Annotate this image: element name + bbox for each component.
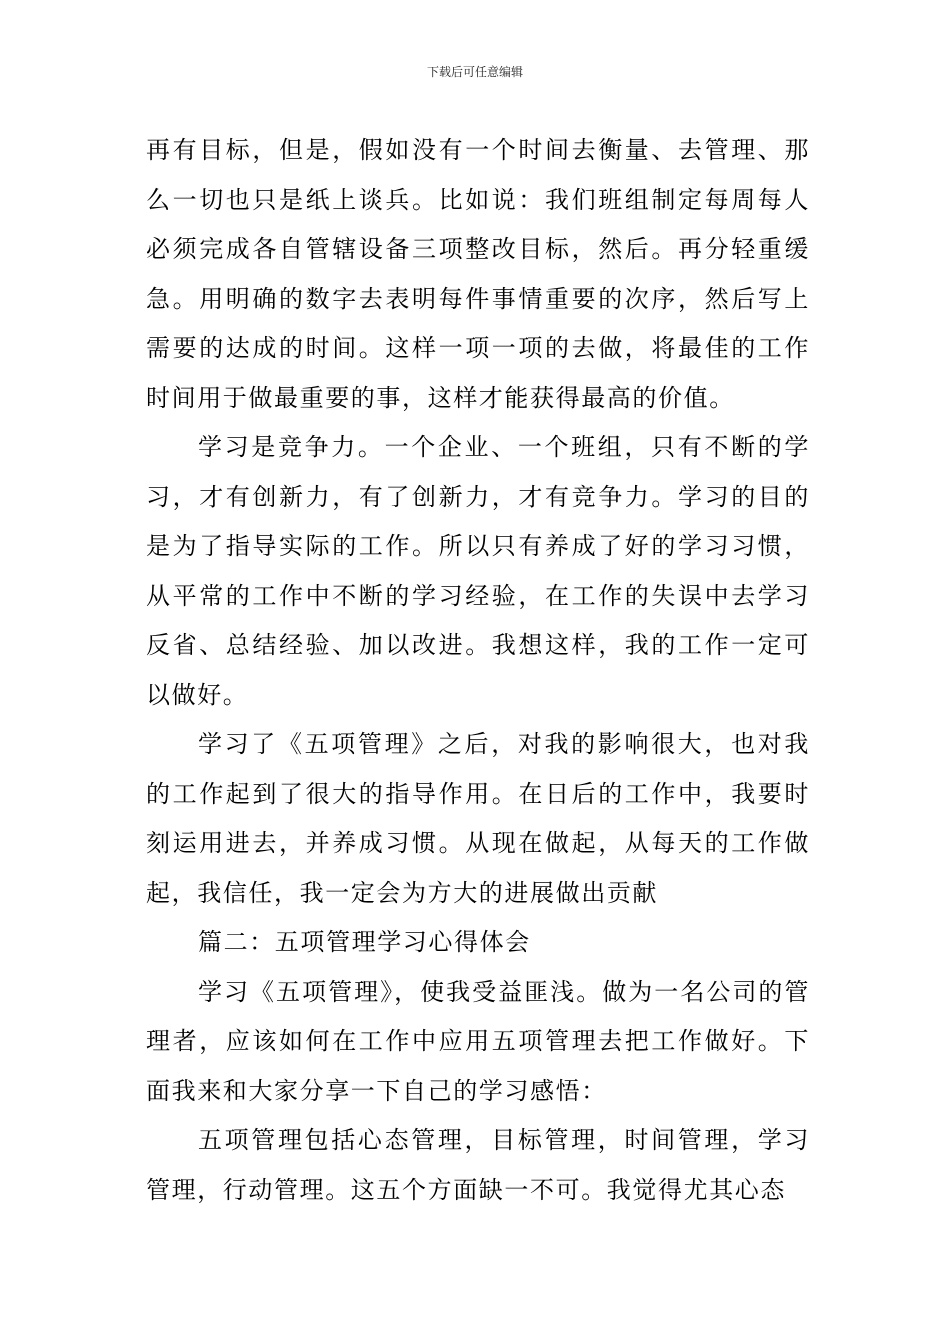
section-heading: 篇二：五项管理学习心得体会	[198, 928, 531, 956]
paragraph-3: 学习了《五项管理》之后，对我的影响很大，也对我的工作起到了很大的指导作用。在日后的工作中，我要时刻运用进去，并养成习惯。从现在做起，从每天的工作做起，我信任，我一定会为方大的进展做出贡献	[146, 730, 810, 907]
page-header: 下载后可任意编辑	[426, 65, 523, 79]
paragraph-4: 学习《五项管理》，使我受益匪浅。做为一名公司的管理者，应该如何在工作中应用五项管理去把工作做好。下面我来和大家分享一下自己的学习感悟：	[146, 977, 810, 1105]
paragraph-5: 五项管理包括心态管理，目标管理，时间管理，学习管理，行动管理。这五个方面缺一不可。我觉得尤其心态	[146, 1126, 810, 1204]
paragraph-1: 再有目标，但是，假如没有一个时间去衡量、去管理、那么一切也只是纸上谈兵。比如说：我们班组制定每周每人必须完成各自管辖设备三项整改目标，然后。再分轻重缓急。用明确的数字去表明每件事情重要的次序，然后写上需要的达成的时间。这样一项一项的去做，将最佳的工作时间用于做最重要的事，这样才能获得最高的价值。	[146, 136, 810, 412]
document-body	[146, 126, 810, 1215]
paragraph-2: 学习是竞争力。一个企业、一个班组，只有不断的学习，才有创新力，有了创新力，才有竞争力。学习的目的是为了指导实际的工作。所以只有养成了好的学习习惯，从平常的工作中不断的学习经验，在工作的失误中去学习反省、总结经验、加以改进。我想这样，我的工作一定可以做好。	[146, 433, 810, 709]
